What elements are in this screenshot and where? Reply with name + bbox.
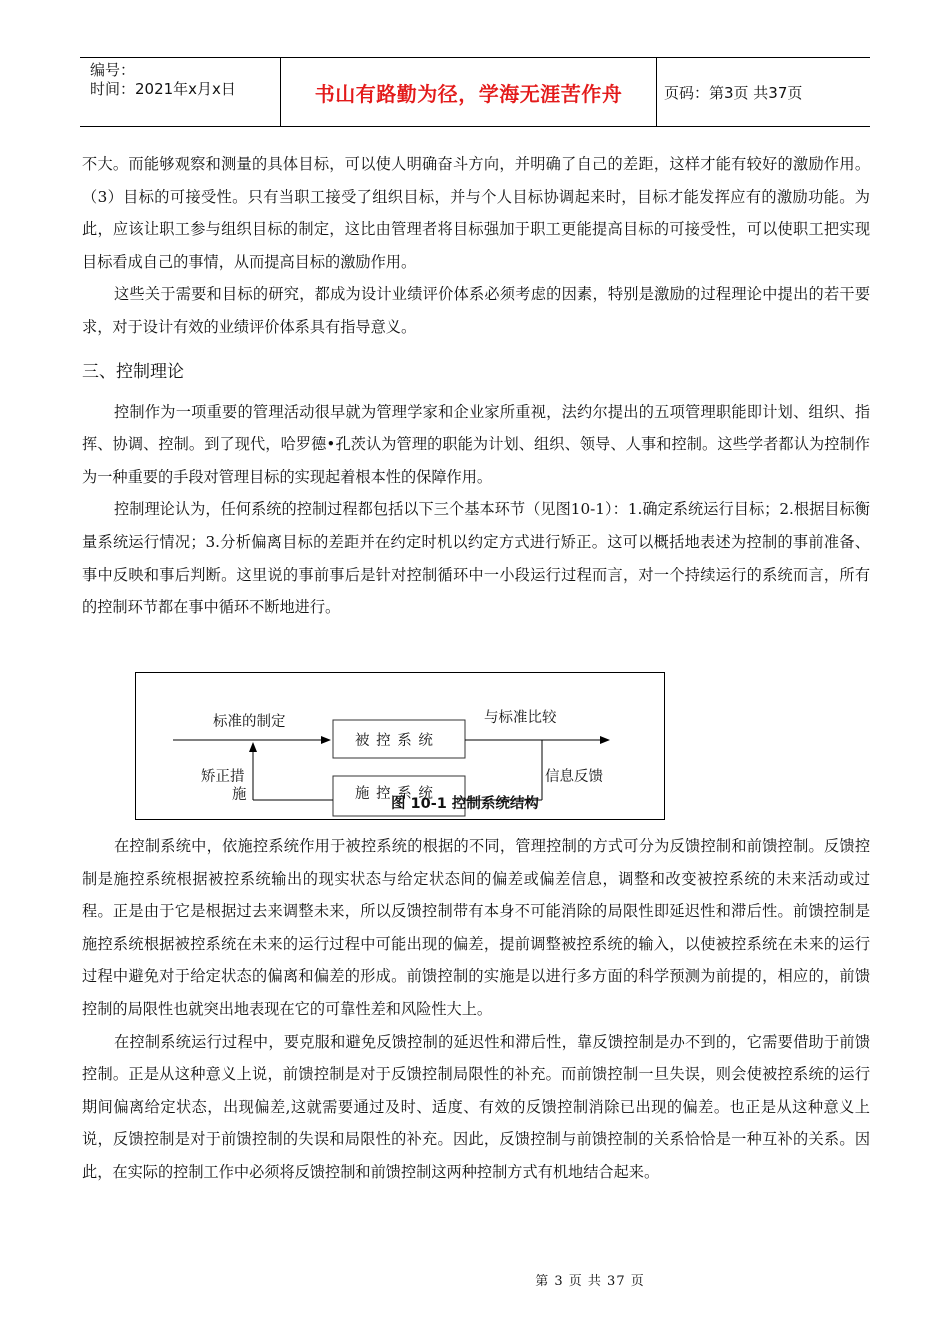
controlling-system-label: 施 控 系 统 <box>355 786 434 802</box>
header-motto-cell <box>280 58 657 126</box>
figure-caption: 图 10-1 控制系统结构 <box>391 796 539 812</box>
page-footer <box>0 1270 950 1289</box>
control-system-figure <box>135 672 665 820</box>
body-lower <box>82 830 870 1189</box>
label-standard: 标准的制定 <box>213 714 286 730</box>
paragraph: 控制理论认为，任何系统的控制过程都包括以下三个基本环节（见图10-1）：1.确定系统运行目标；2.根据目标衡量系统运行情况；3.分析偏离目标的差距并在约定时机以约定方式进行矫正。这可以概括地表述为控制的事前准备、事中反映和事后判断。这里说的事前事后是针对控制循环中一小段运行过程而言，对一个持续运行的系统而言，所有的控制环节都在事中循环不断地进行。 <box>82 500 870 617</box>
paragraph: 控制作为一项重要的管理活动很早就为管理学家和企业家所重视，法约尔提出的五项管理职能即计划、组织、指挥、协调、控制。到了现代，哈罗德•孔茨认为管理的职能为计划、组织、领导、人事和控制。这些学者都认为控制作为一种重要的手段对管理目标的实现起着根本性的保障作用。 <box>82 402 870 486</box>
footer-page-number: 第 3 页 共 37 页 <box>535 1274 645 1289</box>
label-correction-line1: 矫正措 <box>201 769 245 785</box>
header-motto: 书山有路勤为径，学海无涯苦作舟 <box>314 81 623 106</box>
section-heading: 三、控制理论 <box>82 361 184 382</box>
label-correction-line2: 施 <box>232 787 247 803</box>
body-upper <box>82 148 870 624</box>
controlled-system-label: 被 控 系 统 <box>355 733 434 749</box>
paragraph: 在控制系统运行过程中，要克服和避免反馈控制的延迟性和滞后性，靠反馈控制是办不到的，它需要借助于前馈控制。正是从这种意义上说，前馈控制是对于反馈控制局限性的补充。而前馈控制一旦失误，则会使被控系统的运行期间偏离给定状态，出现偏差,这就需要通过及时、适度、有效的反馈控制消除已出现的偏差。也正是从这种意义上说，反馈控制是对于前馈控制的失误和局限性的补充。因此，反馈控制与前馈控制的关系恰恰是一种互补的关系。因此，在实际的控制工作中必须将反馈控制和前馈控制这两种控制方式有机地结合起来。 <box>82 1032 870 1181</box>
label-feedback: 信息反馈 <box>545 769 603 785</box>
label-compare: 与标准比较 <box>484 710 557 726</box>
header-meta <box>80 58 280 126</box>
header-page-info: 页码：第3页 共37页 <box>664 83 803 102</box>
paragraph: 不大。而能够观察和测量的具体目标，可以使人明确奋斗方向，并明确了自己的差距，这样才能有较好的激励作用。（3）目标的可接受性。只有当职工接受了组织目标，并与个人目标协调起来时，目标才能发挥应有的激励功能。为此，应该让职工参与组织目标的制定，这比由管理者将目标强加于职工更能提高目标的可接受性，可以使职工把实现目标看成自己的事情，从而提高目标的激励作用。 <box>82 155 870 271</box>
document-number-label: 编号： <box>90 61 136 79</box>
page-header <box>80 57 870 127</box>
paragraph: 在控制系统中，依施控系统作用于被控系统的根据的不同，管理控制的方式可分为反馈控制和前馈控制。反馈控制是施控系统根据被控系统输出的现实状态与给定状态间的偏差或偏差信息，调整和改变被控系统的未来活动或过程。正是由于它是根据过去来调整未来，所以反馈控制带有本身不可能消除的局限性即延迟性和滞后性。前馈控制是施控系统根据被控系统在未来的运行过程中可能出现的偏差，提前调整被控系统的输入，以使被控系统在未来的运行过程中避免对于给定状态的偏离和偏差的形成。前馈控制的实施是以进行多方面的科学预测为前提的，相应的，前馈控制的局限性也就突出地表现在它的可靠性差和风险性大上。 <box>82 837 870 1018</box>
header-page-cell <box>656 58 870 126</box>
paragraph: 这些关于需要和目标的研究，都成为设计业绩评价体系必须考虑的因素，特别是激励的过程理论中提出的若干要求，对于设计有效的业绩评价体系具有指导意义。 <box>82 285 870 336</box>
document-time-label: 时间：2021年x月x日 <box>90 80 236 98</box>
